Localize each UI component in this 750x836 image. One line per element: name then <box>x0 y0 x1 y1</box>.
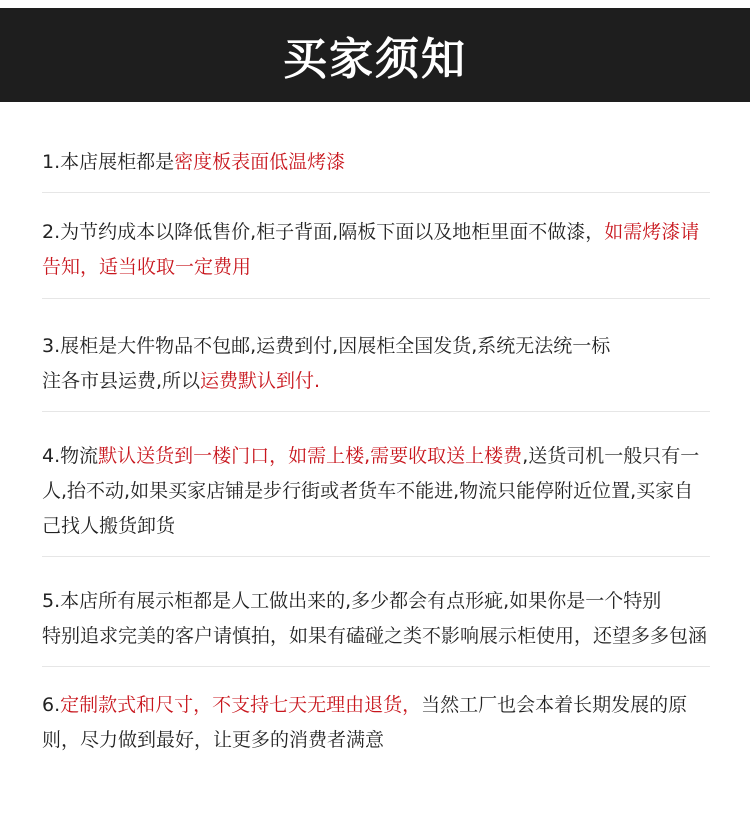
notice-text: 3.展柜是大件物品不包邮,运费到付,因展柜全国发货,系统无法统一标 <box>42 335 611 357</box>
notice-text: 1.本店展柜都是 <box>42 151 175 173</box>
notice-item <box>42 329 710 399</box>
notice-item <box>42 145 710 180</box>
notice-item <box>42 688 710 758</box>
notice-item <box>42 439 710 544</box>
notice-text: 当然工厂也会本着长期发展的原则，尽力做到最好，让更多的消费者满意 <box>42 694 688 751</box>
page-title: 买家须知 <box>283 34 467 85</box>
divider <box>42 666 710 667</box>
notice-highlight: 默认送货到一楼门口，如需上楼,需要收取送上楼费 <box>98 445 523 467</box>
notice-item <box>42 215 710 285</box>
notice-item <box>42 584 710 654</box>
divider <box>42 556 710 557</box>
notice-text: ,送货司机一般只有一人,抬不动,如果买家店铺是步行街或者货车不能进,物流只能停附近位置,买家自己找人搬货卸货 <box>42 445 700 537</box>
notice-text: 2.为节约成本以降低售价,柜子背面,隔板下面以及地柜里面不做漆， <box>42 221 605 243</box>
header-banner <box>0 8 750 102</box>
notice-text: 6. <box>42 694 61 716</box>
notice-text: 特别追求完美的客户请慎拍，如果有磕碰之类不影响展示柜使用，还望多多包涵 <box>42 625 708 647</box>
notice-highlight: 运费默认到付. <box>200 370 321 392</box>
notice-text: 注各市县运费,所以 <box>42 370 201 392</box>
notice-text: 5.本店所有展示柜都是人工做出来的,多少都会有点形疵,如果你是一个特别 <box>42 590 662 612</box>
notice-highlight: 定制款式和尺寸，不支持七天无理由退货， <box>60 694 422 716</box>
divider <box>42 411 710 412</box>
notice-highlight: 密度板表面低温烤漆 <box>174 151 346 173</box>
notice-highlight: 如需烤漆请告知，适当收取一定费用 <box>42 221 700 278</box>
divider <box>42 298 710 299</box>
notice-text: 4.物流 <box>42 445 99 467</box>
divider <box>42 192 710 193</box>
notice-list <box>0 102 750 758</box>
